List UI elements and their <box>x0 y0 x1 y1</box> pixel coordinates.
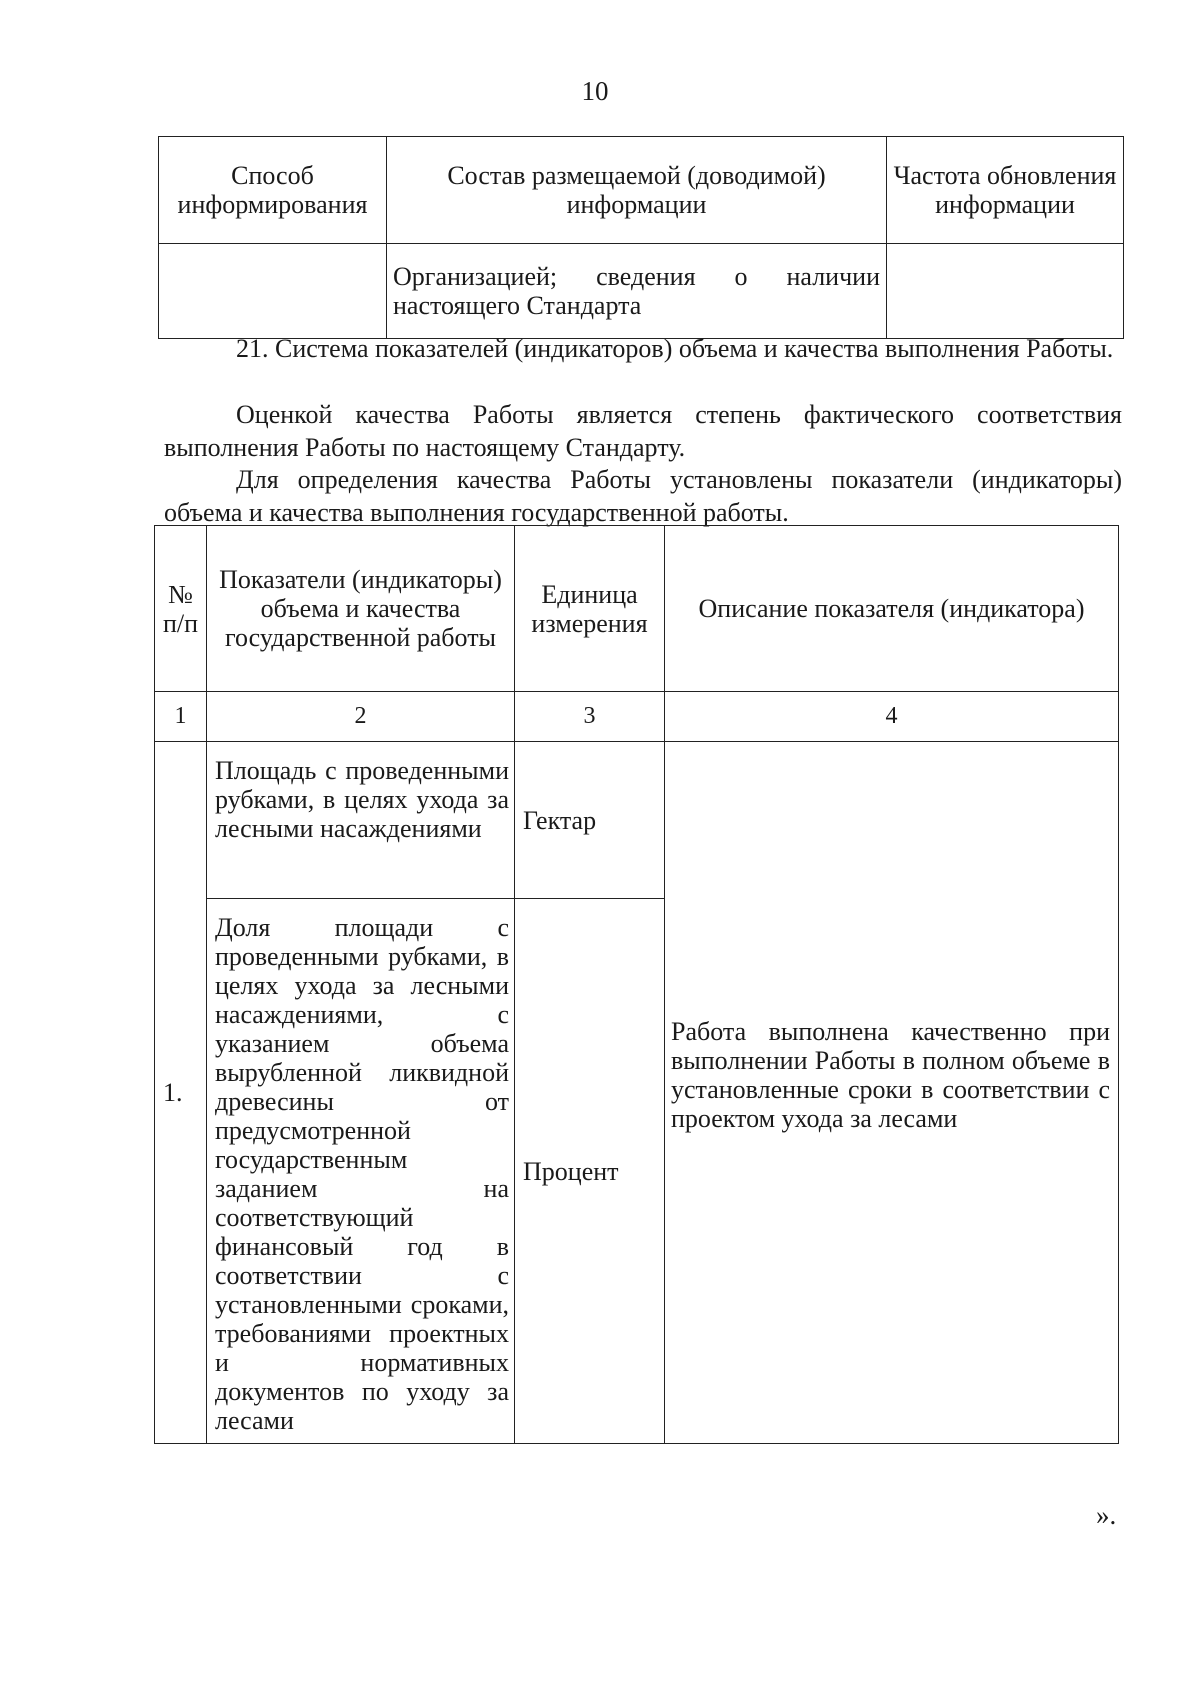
indicator-description-text: Работа выполнена качественно при выполнении Работы в полном объеме в установленные сроки в соответствии с проектом ухода за лесами <box>671 1016 1110 1133</box>
information-table <box>158 136 1124 339</box>
paragraph-indicators-system: 21. Система показателей (индикаторов) объема и качества выполнения Работы. <box>236 334 1114 363</box>
page-number: 10 <box>581 76 609 106</box>
indicator-unit: Гектар <box>515 742 665 899</box>
indicator-description <box>665 742 1119 1444</box>
indicators-table <box>154 525 1119 1444</box>
indicator-unit: Процент <box>515 899 665 1444</box>
header-description: Описание показателя (индикатора) <box>665 526 1119 692</box>
column-number: 3 <box>515 692 665 742</box>
indicator-name-text: Доля площади с проведенными рубками, в целях ухода за лесными насаждениями, с указанием объема вырубленной ликвидной древесины от предусмотренной государственным заданием на соответствующий финансовый год в соответствии с установленными сроками, требованиями проектных и нормативных документов по уходу за лесами <box>215 913 509 1435</box>
cell-content: Организацией; сведения о наличии настоящего Стандарта <box>387 244 887 339</box>
header-content: Состав размещаемой (доводимой) информации <box>387 137 887 244</box>
header-number: № п/п <box>155 526 207 692</box>
header-indicators: Показатели (индикаторы) объема и качества государственной работы <box>207 526 515 692</box>
information-table-header <box>159 137 1124 244</box>
header-frequency: Частота обновления информации <box>887 137 1124 244</box>
indicators-table-header <box>155 526 1119 692</box>
column-number: 1 <box>155 692 207 742</box>
cell-method <box>159 244 387 339</box>
column-number: 4 <box>665 692 1119 742</box>
table-row <box>155 742 1119 899</box>
header-unit: Единица измерения <box>515 526 665 692</box>
table-row <box>159 244 1124 339</box>
cell-frequency <box>887 244 1124 339</box>
header-method: Способ информирования <box>159 137 387 244</box>
row-number: 1. <box>155 742 207 1444</box>
closing-quote-mark: ». <box>1096 1500 1117 1530</box>
paragraph-quality-definition: Для определения качества Работы установлены показатели (индикаторы) объема и качества выполнения государственной работы. <box>164 465 1122 527</box>
column-number: 2 <box>207 692 515 742</box>
paragraph-quality-assessment: Оценкой качества Работы является степень фактического соответствия выполнения Работы по настоящему Стандарту. <box>164 400 1122 462</box>
indicator-name-text: Площадь с проведенными рубками, в целях ухода за лесными насаждениями <box>215 756 509 843</box>
column-numbers-row <box>155 692 1119 742</box>
indicator-name <box>207 742 515 899</box>
indicator-name <box>207 899 515 1444</box>
